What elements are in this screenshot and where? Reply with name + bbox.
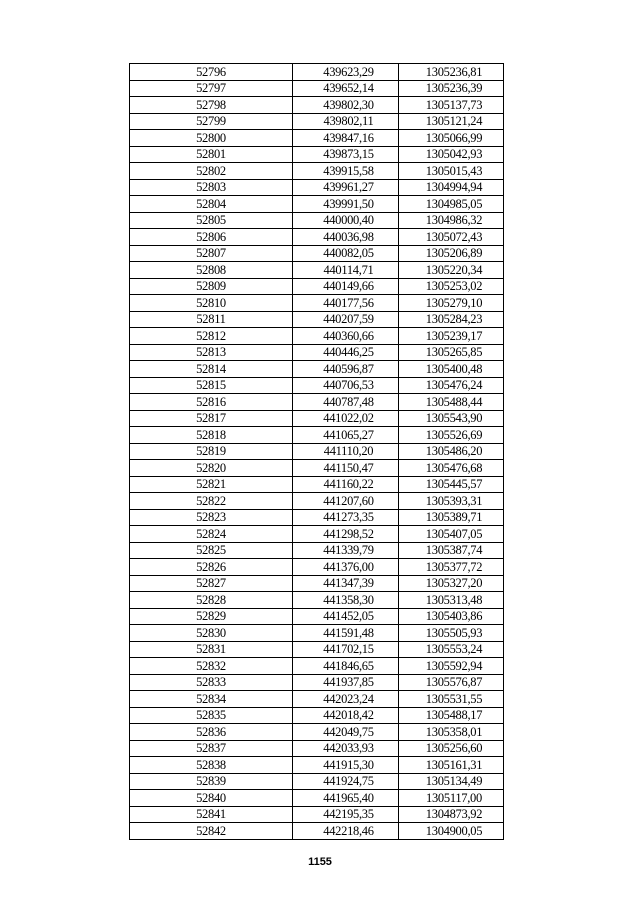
x-coordinate-cell: 441207,60 [293,493,399,510]
x-coordinate-cell: 441110,20 [293,443,399,460]
point-id-cell: 52832 [130,658,293,675]
point-id-cell: 52803 [130,179,293,196]
table-row [130,724,504,741]
point-id-cell: 52816 [130,394,293,411]
point-id-cell: 52838 [130,757,293,774]
table-row [130,476,504,493]
point-id-cell: 52805 [130,212,293,229]
point-id-cell: 52835 [130,707,293,724]
y-coordinate-cell: 1305327,20 [399,575,504,592]
y-coordinate-cell: 1305505,93 [399,625,504,642]
y-coordinate-cell: 1305476,24 [399,377,504,394]
point-id-cell: 52837 [130,740,293,757]
table-row [130,394,504,411]
x-coordinate-cell: 441022,02 [293,410,399,427]
y-coordinate-cell: 1305137,73 [399,97,504,114]
table-row [130,344,504,361]
x-coordinate-cell: 441150,47 [293,460,399,477]
y-coordinate-cell: 1305377,72 [399,559,504,576]
y-coordinate-cell: 1305488,17 [399,707,504,724]
point-id-cell: 52841 [130,806,293,823]
point-id-cell: 52836 [130,724,293,741]
x-coordinate-cell: 441339,79 [293,542,399,559]
y-coordinate-cell: 1305042,93 [399,146,504,163]
table-row [130,575,504,592]
x-coordinate-cell: 441702,15 [293,641,399,658]
point-id-cell: 52796 [130,64,293,81]
x-coordinate-cell: 439802,11 [293,113,399,130]
y-coordinate-cell: 1305265,85 [399,344,504,361]
table-row [130,97,504,114]
x-coordinate-cell: 441347,39 [293,575,399,592]
point-id-cell: 52823 [130,509,293,526]
table-row [130,757,504,774]
x-coordinate-cell: 442023,24 [293,691,399,708]
y-coordinate-cell: 1305236,39 [399,80,504,97]
point-id-cell: 52839 [130,773,293,790]
x-coordinate-cell: 440787,48 [293,394,399,411]
table-row [130,493,504,510]
table-row [130,691,504,708]
x-coordinate-cell: 441965,40 [293,790,399,807]
table-row [130,311,504,328]
y-coordinate-cell: 1305358,01 [399,724,504,741]
point-id-cell: 52842 [130,823,293,840]
point-id-cell: 52817 [130,410,293,427]
x-coordinate-cell: 441376,00 [293,559,399,576]
point-id-cell: 52819 [130,443,293,460]
x-coordinate-cell: 441937,85 [293,674,399,691]
table-row [130,592,504,609]
x-coordinate-cell: 439623,29 [293,64,399,81]
x-coordinate-cell: 439961,27 [293,179,399,196]
point-id-cell: 52834 [130,691,293,708]
y-coordinate-cell: 1305121,24 [399,113,504,130]
x-coordinate-cell: 441358,30 [293,592,399,609]
table-row [130,427,504,444]
point-id-cell: 52825 [130,542,293,559]
y-coordinate-cell: 1305400,48 [399,361,504,378]
x-coordinate-cell: 440149,66 [293,278,399,295]
x-coordinate-cell: 440360,66 [293,328,399,345]
y-coordinate-cell: 1305403,86 [399,608,504,625]
table-row [130,245,504,262]
table-row [130,526,504,543]
y-coordinate-cell: 1305253,02 [399,278,504,295]
x-coordinate-cell: 441065,27 [293,427,399,444]
y-coordinate-cell: 1305531,55 [399,691,504,708]
table-row [130,641,504,658]
point-id-cell: 52822 [130,493,293,510]
x-coordinate-cell: 441924,75 [293,773,399,790]
point-id-cell: 52808 [130,262,293,279]
x-coordinate-cell: 439847,16 [293,130,399,147]
coordinates-table-body [130,64,504,840]
y-coordinate-cell: 1305393,31 [399,493,504,510]
point-id-cell: 52798 [130,97,293,114]
table-row [130,625,504,642]
point-id-cell: 52800 [130,130,293,147]
table-row [130,658,504,675]
table-row [130,278,504,295]
point-id-cell: 52809 [130,278,293,295]
y-coordinate-cell: 1304986,32 [399,212,504,229]
y-coordinate-cell: 1305284,23 [399,311,504,328]
point-id-cell: 52829 [130,608,293,625]
table-row [130,823,504,840]
x-coordinate-cell: 441846,65 [293,658,399,675]
x-coordinate-cell: 442049,75 [293,724,399,741]
point-id-cell: 52818 [130,427,293,444]
point-id-cell: 52813 [130,344,293,361]
y-coordinate-cell: 1304994,94 [399,179,504,196]
y-coordinate-cell: 1304900,05 [399,823,504,840]
y-coordinate-cell: 1305066,99 [399,130,504,147]
table-row [130,674,504,691]
x-coordinate-cell: 441591,48 [293,625,399,642]
y-coordinate-cell: 1305256,60 [399,740,504,757]
x-coordinate-cell: 439873,15 [293,146,399,163]
point-id-cell: 52797 [130,80,293,97]
y-coordinate-cell: 1305239,17 [399,328,504,345]
table-row [130,790,504,807]
x-coordinate-cell: 439915,58 [293,163,399,180]
y-coordinate-cell: 1305407,05 [399,526,504,543]
table-row [130,179,504,196]
table-row [130,229,504,246]
point-id-cell: 52812 [130,328,293,345]
x-coordinate-cell: 440177,56 [293,295,399,312]
table-row [130,410,504,427]
point-id-cell: 52814 [130,361,293,378]
table-row [130,130,504,147]
point-id-cell: 52811 [130,311,293,328]
table-row [130,443,504,460]
y-coordinate-cell: 1305592,94 [399,658,504,675]
x-coordinate-cell: 442218,46 [293,823,399,840]
x-coordinate-cell: 441915,30 [293,757,399,774]
y-coordinate-cell: 1305526,69 [399,427,504,444]
y-coordinate-cell: 1305161,31 [399,757,504,774]
x-coordinate-cell: 440596,87 [293,361,399,378]
table-row [130,361,504,378]
y-coordinate-cell: 1305206,89 [399,245,504,262]
x-coordinate-cell: 439991,50 [293,196,399,213]
y-coordinate-cell: 1305236,81 [399,64,504,81]
table-row [130,163,504,180]
point-id-cell: 52824 [130,526,293,543]
point-id-cell: 52802 [130,163,293,180]
page-number: 1155 [308,856,332,868]
x-coordinate-cell: 441273,35 [293,509,399,526]
table-row [130,64,504,81]
y-coordinate-cell: 1305279,10 [399,295,504,312]
table-row [130,196,504,213]
table-row [130,212,504,229]
y-coordinate-cell: 1305134,49 [399,773,504,790]
table-row [130,377,504,394]
table-row [130,559,504,576]
x-coordinate-cell: 441160,22 [293,476,399,493]
point-id-cell: 52827 [130,575,293,592]
x-coordinate-cell: 441298,52 [293,526,399,543]
x-coordinate-cell: 440000,40 [293,212,399,229]
table-row [130,608,504,625]
point-id-cell: 52810 [130,295,293,312]
y-coordinate-cell: 1305476,68 [399,460,504,477]
point-id-cell: 52806 [130,229,293,246]
point-id-cell: 52804 [130,196,293,213]
point-id-cell: 52801 [130,146,293,163]
point-id-cell: 52840 [130,790,293,807]
x-coordinate-cell: 442195,35 [293,806,399,823]
x-coordinate-cell: 440207,59 [293,311,399,328]
point-id-cell: 52815 [130,377,293,394]
table-row [130,113,504,130]
y-coordinate-cell: 1305486,20 [399,443,504,460]
point-id-cell: 52799 [130,113,293,130]
x-coordinate-cell: 439652,14 [293,80,399,97]
table-row [130,295,504,312]
table-row [130,773,504,790]
table-row [130,460,504,477]
point-id-cell: 52821 [130,476,293,493]
x-coordinate-cell: 441452,05 [293,608,399,625]
y-coordinate-cell: 1305015,43 [399,163,504,180]
table-row [130,806,504,823]
x-coordinate-cell: 439802,30 [293,97,399,114]
point-id-cell: 52828 [130,592,293,609]
x-coordinate-cell: 440036,98 [293,229,399,246]
table-row [130,80,504,97]
x-coordinate-cell: 440446,25 [293,344,399,361]
y-coordinate-cell: 1304985,05 [399,196,504,213]
table-row [130,262,504,279]
point-id-cell: 52820 [130,460,293,477]
y-coordinate-cell: 1304873,92 [399,806,504,823]
x-coordinate-cell: 442018,42 [293,707,399,724]
y-coordinate-cell: 1305387,74 [399,542,504,559]
table-row [130,509,504,526]
x-coordinate-cell: 440706,53 [293,377,399,394]
coordinates-table [129,63,504,840]
y-coordinate-cell: 1305313,48 [399,592,504,609]
table-row [130,542,504,559]
point-id-cell: 52807 [130,245,293,262]
x-coordinate-cell: 442033,93 [293,740,399,757]
y-coordinate-cell: 1305117,00 [399,790,504,807]
point-id-cell: 52826 [130,559,293,576]
y-coordinate-cell: 1305488,44 [399,394,504,411]
point-id-cell: 52830 [130,625,293,642]
table-row [130,740,504,757]
y-coordinate-cell: 1305445,57 [399,476,504,493]
y-coordinate-cell: 1305389,71 [399,509,504,526]
table-row [130,707,504,724]
y-coordinate-cell: 1305543,90 [399,410,504,427]
y-coordinate-cell: 1305576,87 [399,674,504,691]
point-id-cell: 52833 [130,674,293,691]
table-row [130,328,504,345]
x-coordinate-cell: 440082,05 [293,245,399,262]
point-id-cell: 52831 [130,641,293,658]
table-row [130,146,504,163]
y-coordinate-cell: 1305072,43 [399,229,504,246]
y-coordinate-cell: 1305220,34 [399,262,504,279]
y-coordinate-cell: 1305553,24 [399,641,504,658]
x-coordinate-cell: 440114,71 [293,262,399,279]
